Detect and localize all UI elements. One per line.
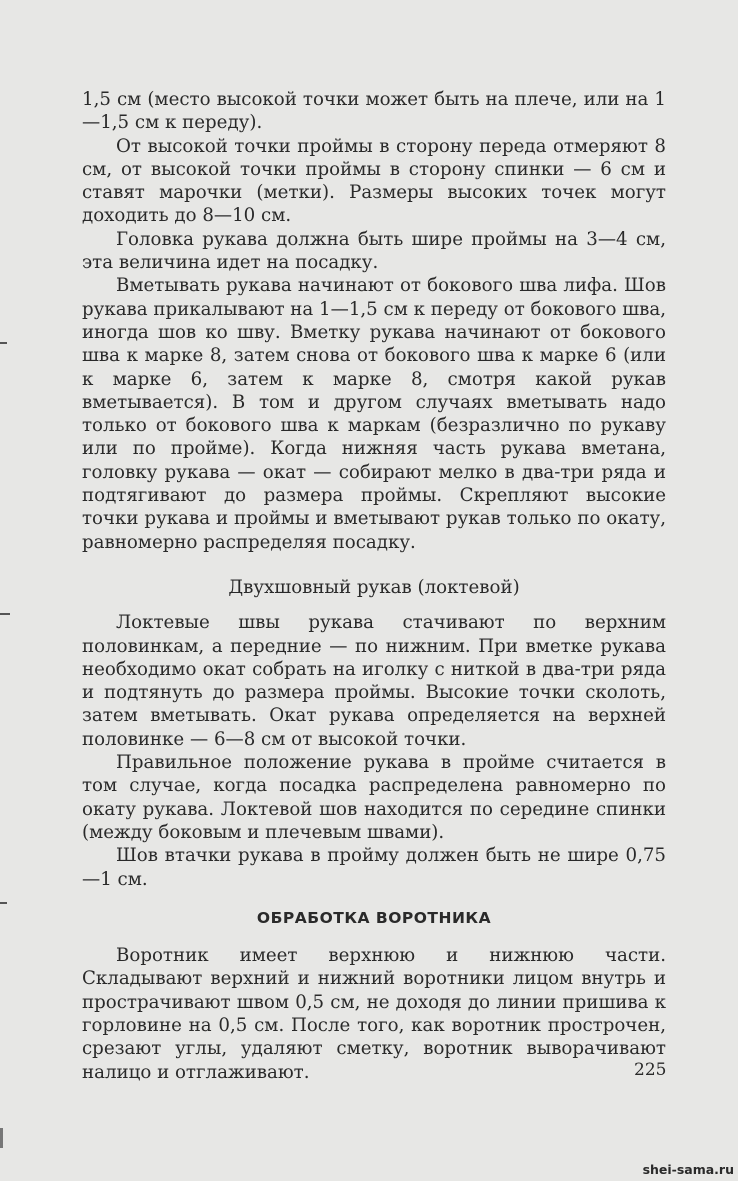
scan-edge-mark [0,1128,3,1148]
section-heading-collar: ОБРАБОТКА ВОРОТНИКА [256,908,492,927]
paragraph-continuation: 1,5 см (место высокой точки может быть на плече, или на 1—1,5 см к переду). [82,89,666,134]
paragraph-armhole-marks: От высокой точки проймы в сторону переда отмеряют 8 см, от высокой точки проймы в сторону спинки — 6 см и ставят марочки (метки). Размеры высоких точек могут доходить до 8—10 см. [82,135,666,227]
scan-margin-mark [0,342,7,344]
scan-margin-mark [0,613,10,615]
scan-margin-mark [0,902,7,904]
page-text [82,88,666,1084]
page-number: 225 [634,1060,667,1080]
watermark: shei-sama.ru [642,1162,734,1177]
paragraph-sleeve-position: Правильное положение рукава в пройме считается в том случае, когда посадка распределена равномерно по окату рукава. Локтевой шов находится по середине спинки (между боковым и плечевым швами). [82,752,666,843]
paragraph-collar: Воротник имеет верхнюю и нижнюю части. Складывают верхний и нижний воротники лицом внутрь и прострачивают швом 0,5 см, не доходя до линии пришива к горловине на 0,5 см. После того, как воротник прострочен, срезают углы, удаляют сметку, воротник выворачивают налицо и отглаживают. [82,945,666,1083]
paragraph-seam-width: Шов втачки рукава в пройму должен быть не шире 0,75—1 см. [82,845,666,890]
paragraph-basting-sleeves: Вметывать рукава начинают от бокового шва лифа. Шов рукава прикалывают на 1—1,5 см к переду от бокового шва, иногда шов ко шву. Вметку рукава начинают от бокового шва к марке 8, затем снова от бокового шва к марке 6 (или к марке 6, затем к марке 8, смотря какой рукав вметывается). В том и другом случаях вметывать надо только от бокового шва к маркам (безразлично по рукаву или по пройме). Когда нижняя часть рукава вметана, головку рукава — окат — собирают мелко в два-три ряда и подтягивают до размера проймы. Скрепляют высокие точки рукава и проймы и вметывают рукав только по окату, равномерно распределяя посадку. [82,275,666,553]
subheading-two-seam-sleeve: Двухшовный рукав (локтевой) [228,576,520,598]
paragraph-sleeve-cap: Головка рукава должна быть шире проймы на 3—4 см, эта величина идет на посадку. [82,228,666,274]
paragraph-elbow-seams: Локтевые швы рукава стачивают по верхним половинкам, а передние — по нижним. При вметке рукава необходимо окат собрать на иголку с ниткой в два-три ряда и подтянуть до размера проймы. Высокие точки сколоть, затем вметывать. Окат рукава определяется на верхней половинке — 6—8 см от высокой точки. [82,612,666,750]
